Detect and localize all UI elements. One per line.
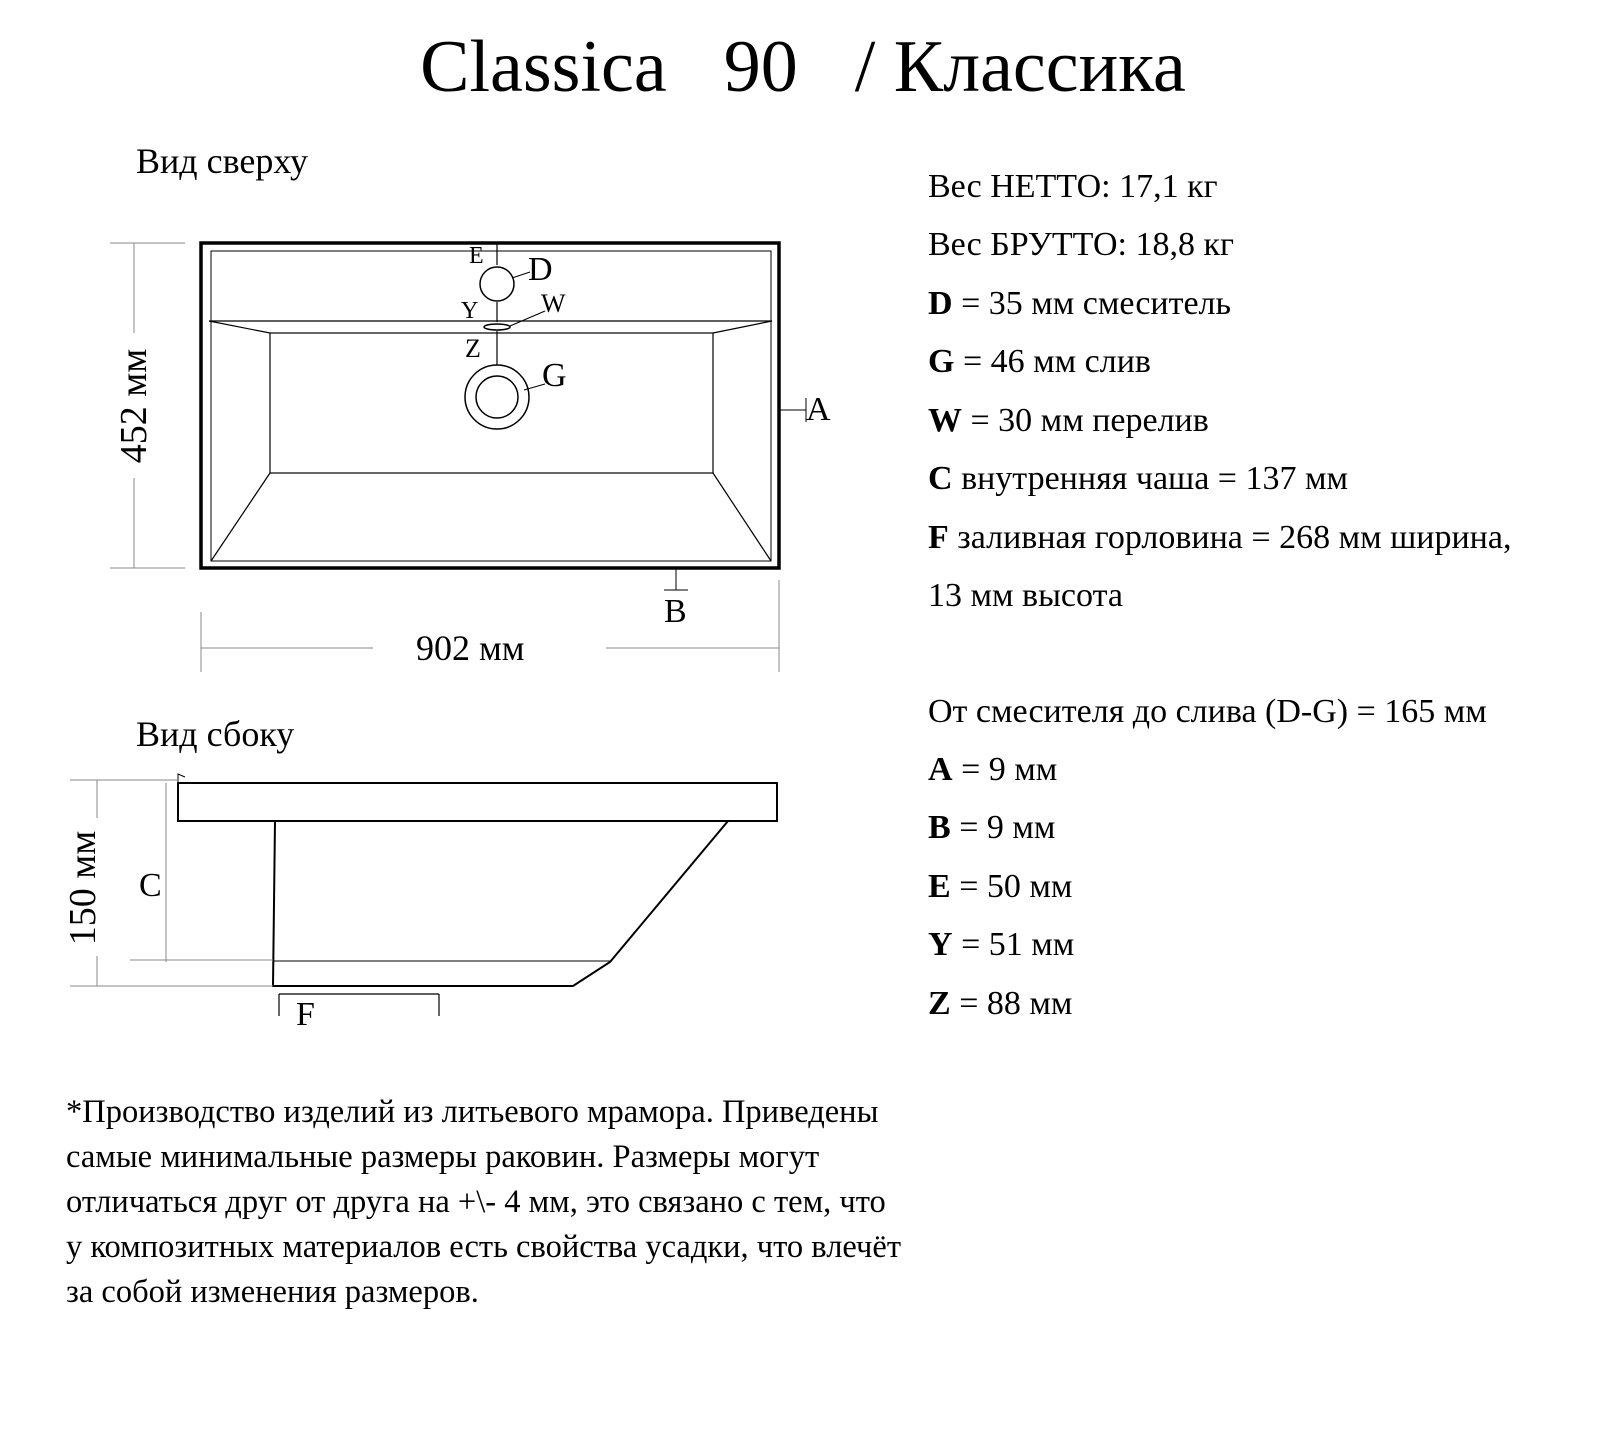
- spec-d: [928, 284, 1231, 324]
- footnote: [66, 1090, 1026, 1315]
- spec-f-key: F: [928, 519, 949, 556]
- marker-f: F: [296, 996, 315, 1033]
- spec-c-key: C: [928, 460, 953, 497]
- side-view-deck: [178, 783, 777, 821]
- spec-f-text: заливная горловина = 268 мм ширина,: [948, 519, 1512, 556]
- spec-y: [928, 925, 1074, 965]
- top-view-inner-rim: [211, 251, 771, 561]
- title-model: Classica: [420, 26, 667, 108]
- top-view-bowl-bottom: [270, 333, 713, 473]
- leader-w: [510, 311, 545, 326]
- spec-b-text: = 9 мм: [950, 809, 1056, 846]
- bowl-edge-tl: [209, 321, 270, 333]
- spec-dg: От смесителя до слива (D-G) = 165 мм: [928, 693, 1487, 730]
- marker-e: E: [469, 243, 484, 269]
- marker-z: Z: [465, 334, 481, 363]
- spec-f: [928, 518, 1511, 558]
- drain-inner: [476, 376, 518, 418]
- spec-z: [928, 984, 1072, 1024]
- spec-d-key: D: [928, 285, 953, 322]
- footnote-line: за собой изменения размеров.: [66, 1274, 479, 1310]
- spec-c-text: внутренняя чаша = 137 мм: [952, 460, 1349, 497]
- spec-e-key: E: [928, 868, 951, 905]
- footnote-line: *Производство изделий из литьевого мрамора. Приведены: [66, 1094, 879, 1130]
- spec-b-key: B: [928, 809, 951, 846]
- spec-g: [928, 342, 1151, 382]
- title-name-ru: Классика: [893, 26, 1186, 108]
- spec-g-text: = 46 мм слив: [954, 343, 1151, 380]
- marker-c: C: [139, 867, 162, 904]
- side-height-dimension: 150 мм: [62, 830, 104, 946]
- bowl-edge-bl: [211, 473, 270, 561]
- side-view-tip: [178, 774, 185, 783]
- spec-w: [928, 401, 1209, 441]
- footnote-line: у композитных материалов есть свойства усадки, что влечёт: [66, 1229, 902, 1265]
- spec-brutto: Вес БРУТТО: 18,8 кг: [928, 226, 1234, 263]
- top-view-outer-rim: [201, 243, 779, 568]
- spec-f-height: 13 мм высота: [928, 577, 1123, 614]
- spec-a-key: A: [928, 751, 953, 788]
- spec-y-key: Y: [928, 926, 953, 963]
- footnote-line: отличаться друг от друга на +\- 4 мм, это связано с тем, что: [66, 1184, 886, 1220]
- side-view-label: Вид сбоку: [136, 714, 295, 754]
- spec-d-text: = 35 мм смеситель: [952, 285, 1232, 322]
- top-view-label: Вид сверху: [136, 141, 308, 181]
- drain-outer: [465, 365, 529, 429]
- marker-a: A: [806, 391, 831, 428]
- marker-y: Y: [461, 298, 479, 324]
- spec-g-key: G: [928, 343, 955, 380]
- spec-b: [928, 808, 1055, 848]
- overflow-w: [484, 324, 510, 330]
- spec-e-text: = 50 мм: [950, 868, 1073, 905]
- bowl-edge-tr: [713, 321, 772, 333]
- spec-a-text: = 9 мм: [952, 751, 1058, 788]
- spec-y-text: = 51 мм: [952, 926, 1075, 963]
- spec-e: [928, 867, 1072, 907]
- marker-b: B: [664, 593, 687, 630]
- spec-c: [928, 459, 1348, 499]
- marker-w: W: [541, 289, 566, 318]
- marker-g: G: [542, 357, 567, 394]
- top-width-dimension: 902 мм: [416, 628, 525, 668]
- spec-w-key: W: [928, 402, 962, 439]
- spec-netto: Вес НЕТТО: 17,1 кг: [928, 168, 1218, 205]
- top-height-dimension: 452 мм: [113, 348, 155, 464]
- mixer-hole-d: [480, 267, 514, 301]
- title-separator: /: [854, 26, 876, 108]
- spec-z-text: = 88 мм: [950, 985, 1073, 1022]
- spec-z-key: Z: [928, 985, 951, 1022]
- spec-a: [928, 750, 1057, 790]
- title-size: 90: [723, 26, 798, 108]
- bowl-edge-br: [713, 473, 771, 561]
- footnote-line: самые минимальные размеры раковин. Размеры могут: [66, 1139, 820, 1175]
- spec-w-text: = 30 мм перелив: [962, 402, 1209, 439]
- marker-d: D: [528, 251, 553, 288]
